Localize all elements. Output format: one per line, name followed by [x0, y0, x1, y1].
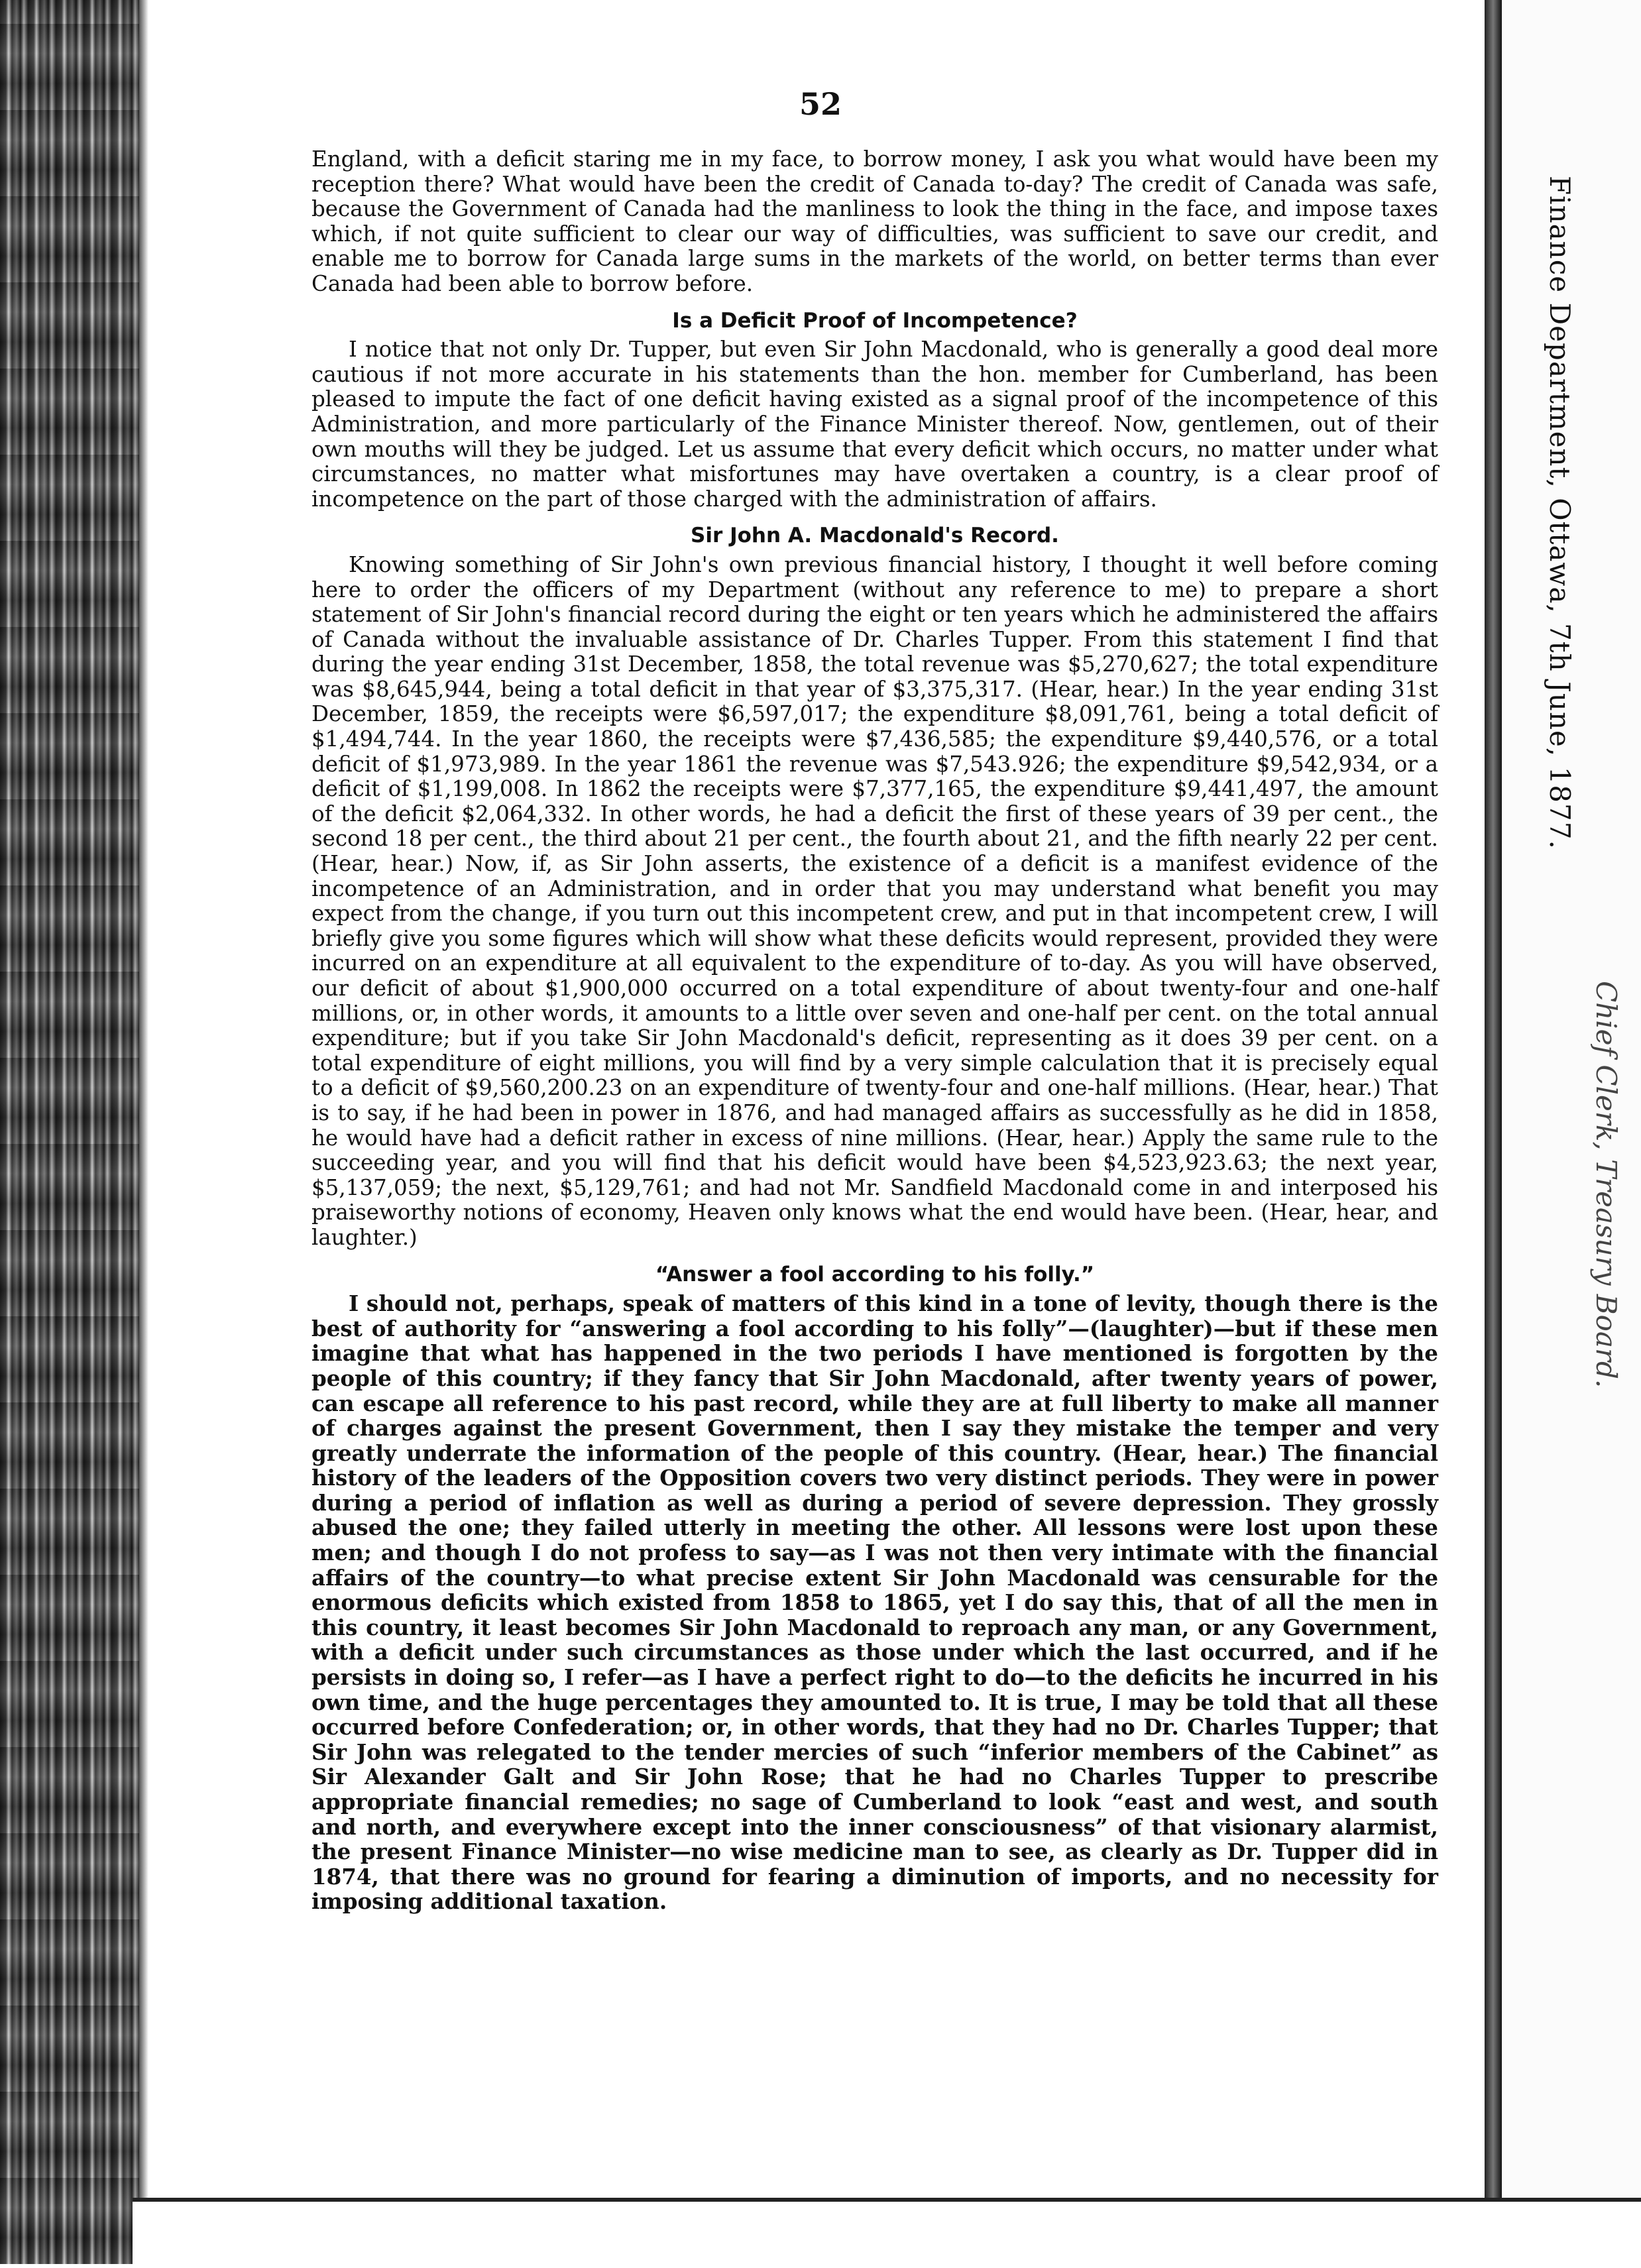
- paragraph-deficit-proof: I notice that not only Dr. Tupper, but even Sir John Macdonald, who is generally a good deal more cautious if not more accurate in his statements than the hon. member for Cumberland, has been pleased to impute the fact of one deficit having existed as a signal proof of the incompetence of this Administration, and more particularly of the Finance Minister thereof. Now, gentlemen, out of their own mouths will they be judged. Let us assume that every deficit which occurs, no matter under what circumstances, no matter what misfortunes may have overtaken a country, is a clear proof of incompetence on the part of those charged with the administration of affairs.: [311, 337, 1438, 512]
- paragraph-continuation: England, with a deficit staring me in my face, to borrow money, I ask you what would have been my reception there? What would have been the credit of Canada to-day? The credit of Canada was safe, because the Government of Canada had the manliness to look the thing in the face, and impose taxes which, if not quite sufficient to clear our way of difficulties, was sufficient to save our credit, and enable me to borrow for Canada large sums in the markets of the world, on better terms than ever Canada had been able to borrow before.: [311, 146, 1438, 296]
- page-gutter-shadow: [139, 0, 148, 2264]
- page-right-edge: [1485, 0, 1502, 2207]
- page-bottom-edge: [133, 2198, 1641, 2268]
- book-binding-edge: [0, 0, 139, 2264]
- section-heading-macdonald-record: Sir John A. Macdonald's Record.: [691, 524, 1059, 548]
- page-body: [311, 147, 1438, 1914]
- section-heading-deficit-proof: Is a Deficit Proof of Incompetence?: [672, 308, 1078, 333]
- side-faint-text: Chief Clerk, Treasury Board.: [1590, 981, 1622, 1389]
- paragraph-macdonald-record: Knowing something of Sir John's own previous financial history, I thought it well before coming here to order the officers of my Department (without any reference to me) to prepare a short statement of Sir John's financial record during the eight or ten years which he administered the affairs of Canada without the invaluable assistance of Dr. Charles Tupper. From this statement I find that during the year ending 31st December, 1858, the total revenue was $5,270,627; the total expenditure was $8,645,944, being a total deficit in that year of $3,375,317. (Hear, hear.) In the year ending 31st December, 1859, the receipts were $6,597,017; the expenditure $8,091,761, being a total deficit of $1,494,744. In the year 1860, the receipts were $7,436,585; the expenditure $9,440,576, or a total deficit of $1,973,989. In the year 1861 the revenue was $7,543.926; the expenditure $9,542,934, or a deficit of $1,199,008. In 1862 the receipts were $7,377,165, the expenditure $9,441,497, the amount of the deficit $2,064,332. In other words, he had a deficit the first of these years of 39 per cent., the second 18 per cent., the third about 21 per cent., the fourth about 21, and the fifth nearly 22 per cent. (Hear, hear.) Now, if, as Sir John asserts, the existence of a deficit is a manifest evidence of the incompetence of an Administration, and in order that you may understand what benefit you may expect from the change, if you turn out this incompetent crew, and put in that incompetent crew, I will briefly give you some figures which will show what these deficits would represent, provided they were incurred on an expenditure at all equivalent to the expenditure of to-day. As you will have observed, our deficit of about $1,900,000 occurred on a total expenditure of about twenty-four and one-half millions, or, in other words, it amounts to a little over seven and one-half per cent. on the total annual expenditure; but if you take Sir John Macdonald's deficit, representing as it does 39 per cent. on a total expenditure of eight millions, you will find by a very simple calculation that it is precisely equal to a deficit of $9,560,200.23 on an expenditure of twenty-four and one-half millions. (Hear, hear.) That is to say, if he had been in power in 1876, and had managed affairs as successfully as he did in 1858, he would have had a deficit rather in excess of nine millions. (Hear, hear.) Apply the same rule to the succeeding year, and you will find that his deficit would have been $4,523,923.63; the next year, $5,137,059; the next, $5,129,761; and had not Mr. Sandfield Macdonald come in and interposed his praiseworthy notions of economy, Heaven only knows what the end would have been. (Hear, hear, and laughter.): [311, 551, 1438, 1250]
- page-number: 52: [799, 86, 842, 122]
- section-heading-answer-a-fool: “Answer a fool according to his folly.”: [655, 1262, 1095, 1286]
- side-header-text: Finance Department, Ottawa, 7th June, 1877.: [1544, 176, 1576, 850]
- paragraph-answer-a-fool: I should not, perhaps, speak of matters of this kind in a tone of levity, though there is the best of authority for “answering a fool according to his folly”—(laughter)—but if these men imagine that what has happened in the two periods I have mentioned is forgotten by the people of this country; if they fancy that Sir John Macdonald, after twenty years of power, can escape all reference to his past record, while they are at full liberty to make all manner of charges against the present Government, then I say they mistake the temper and very greatly underrate the information of the people of this country. (Hear, hear.) The financial history of the leaders of the Opposition covers two very distinct periods. They were in power during a period of inflation as well as during a period of severe depression. They grossly abused the one; they failed utterly in meeting the other. All lessons were lost upon these men; and though I do not profess to say—as I was not then very intimate with the financial affairs of the country—to what precise extent Sir John Macdonald was censurable for the enormous deficits which existed from 1858 to 1865, yet I do say this, that of all the men in this country, it least becomes Sir John Macdonald to reproach any man, or any Government, with a deficit under such circumstances as those under which the last occurred, and if he persists in doing so, I refer—as I have a perfect right to do—to the deficits he incurred in his own time, and the huge percentages they amounted to. It is true, I may be told that all these occurred before Confederation; or, in other words, that they had no Dr. Charles Tupper; that Sir John was relegated to the tender mercies of such “inferior members of the Cabinet” as Sir Alexander Galt and Sir John Rose; that he had no Charles Tupper to prescribe appropriate financial remedies; no sage of Cumberland to look “east and west, and south and north, and everywhere except into the inner consciousness” of that visionary alarmist, the present Finance Minister—no wise medicine man to see, as clearly as Dr. Tupper did in 1874, that there was no ground for fearing a diminution of imports, and no necessity for imposing additional taxation.: [311, 1290, 1438, 1915]
